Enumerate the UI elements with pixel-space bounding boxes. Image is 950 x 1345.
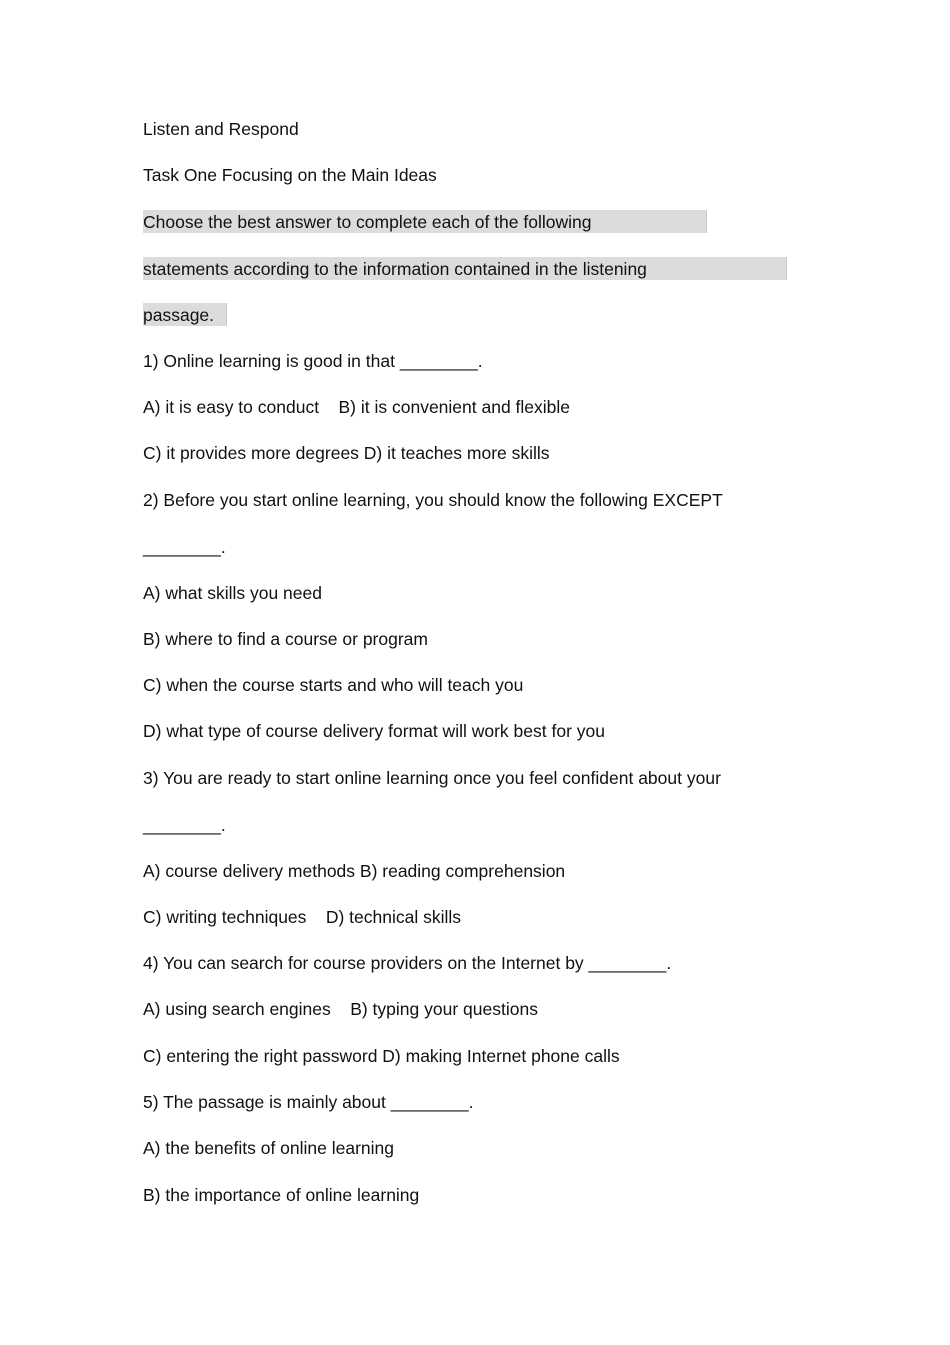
question-2-option-d: D) what type of course delivery format will work best for you bbox=[143, 721, 605, 741]
instruction-line-2: statements according to the information contained in the listening bbox=[143, 259, 647, 279]
question-2-option-b: B) where to find a course or program bbox=[143, 629, 428, 649]
task-title: Task One Focusing on the Main Ideas bbox=[143, 165, 437, 185]
question-4-options-ab: A) using search engines B) typing your questions bbox=[143, 999, 538, 1019]
instruction-line-3: passage. bbox=[143, 305, 215, 325]
instruction-line-1: Choose the best answer to complete each of the following bbox=[143, 212, 592, 232]
question-3-options-ab: A) course delivery methods B) reading comprehension bbox=[143, 861, 566, 881]
question-5-stem: 5) The passage is mainly about ________. bbox=[143, 1092, 474, 1112]
question-4-options-cd: C) entering the right password D) making Internet phone calls bbox=[143, 1046, 620, 1066]
question-2-option-c: C) when the course starts and who will teach you bbox=[143, 675, 524, 695]
question-3-stem-blank: ________. bbox=[143, 815, 226, 835]
question-3-options-cd: C) writing techniques D) technical skills bbox=[143, 907, 462, 927]
question-2-option-a: A) what skills you need bbox=[143, 583, 322, 603]
question-5-option-a: A) the benefits of online learning bbox=[143, 1138, 394, 1158]
question-4-stem: 4) You can search for course providers on the Internet by ________. bbox=[143, 953, 672, 973]
question-1-options-cd: C) it provides more degrees D) it teaches more skills bbox=[143, 443, 550, 463]
question-3-stem: 3) You are ready to start online learning once you feel confident about your bbox=[143, 768, 721, 788]
section-title: Listen and Respond bbox=[143, 119, 299, 139]
question-1-stem: 1) Online learning is good in that ________. bbox=[143, 351, 483, 371]
question-1-options-ab: A) it is easy to conduct B) it is convenient and flexible bbox=[143, 397, 571, 417]
question-2-stem-blank: ________. bbox=[143, 537, 226, 557]
question-5-option-b: B) the importance of online learning bbox=[143, 1185, 420, 1205]
question-2-stem: 2) Before you start online learning, you should know the following EXCEPT bbox=[143, 490, 723, 510]
